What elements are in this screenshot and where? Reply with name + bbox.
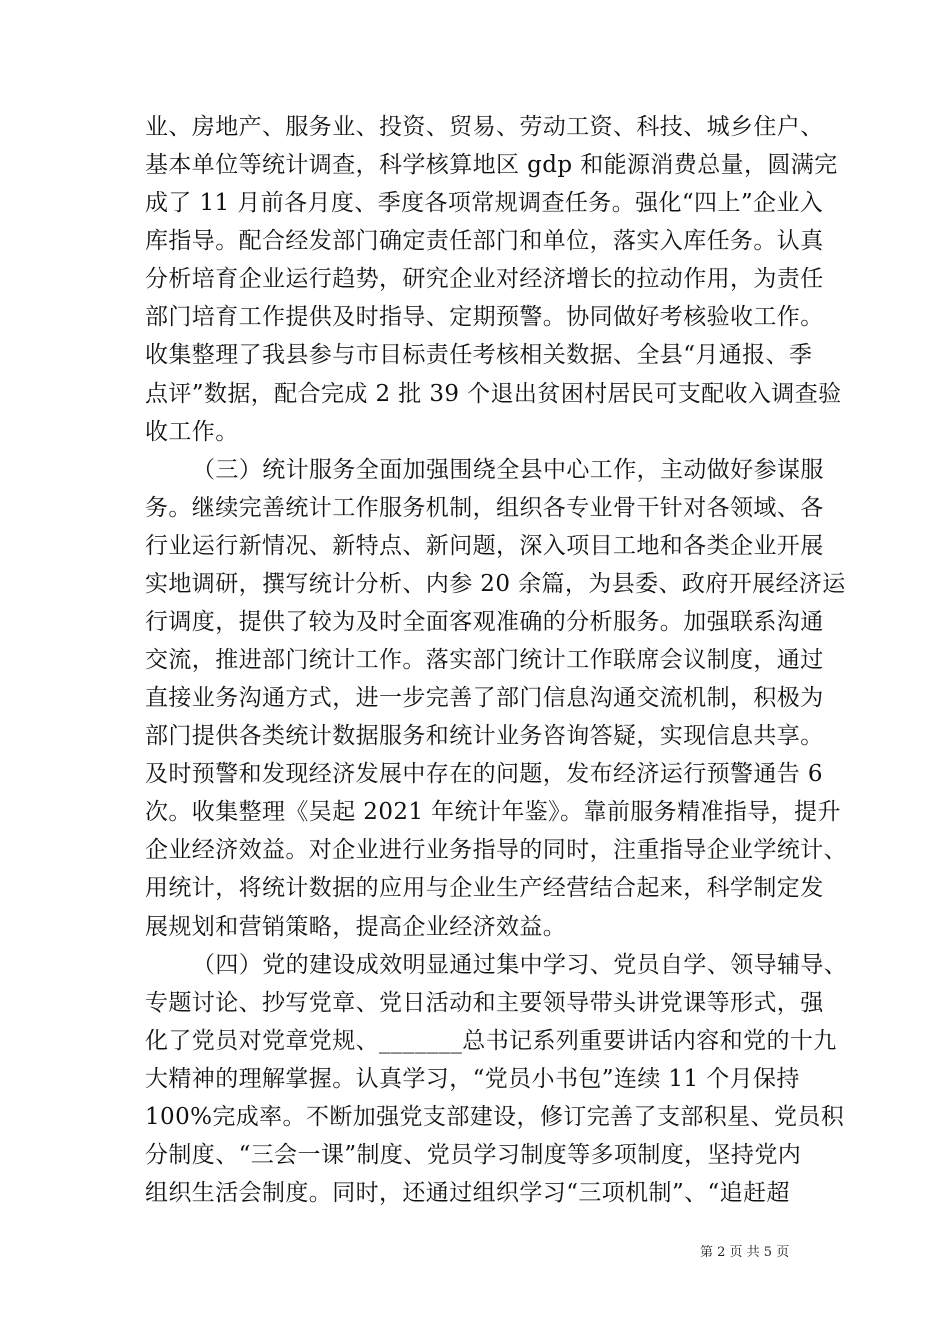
text-line: 分析培育企业运行趋势，研究企业对经济增长的拉动作用，为责任 — [145, 266, 824, 292]
text-line: 及时预警和发现经济发展中存在的问题，发布经济运行预警通告 6 — [145, 761, 823, 787]
text-line: 100%完成率。不断加强党支部建设，修订完善了支部积星、党员积 — [145, 1104, 845, 1130]
text-line: 企业经济效益。对企业进行业务指导的同时，注重指导企业学统计、 — [145, 837, 847, 863]
text-line: 收集整理了我县参与市目标责任考核相关数据、全县“月通报、季 — [145, 342, 813, 368]
text-line: 部门提供各类统计数据服务和统计业务咨询答疑，实现信息共享。 — [145, 723, 824, 749]
paragraph-heading-4: （四）党的建设成效明显通过集中学习、党员自学、领导辅导、 — [192, 952, 848, 978]
text-line: 行业运行新情况、新特点、新问题，深入项目工地和各类企业开展 — [145, 533, 824, 559]
text-line: 化了党员对党章党规、_______总书记系列重要讲话内容和党的十九 — [145, 1028, 837, 1054]
text-line: 组织生活会制度。同时，还通过组织学习“三项机制”、“追赶超 — [145, 1180, 790, 1206]
text-line: 行调度，提供了较为及时全面客观准确的分析服务。加强联系沟通 — [145, 609, 824, 635]
text-line: 务。继续完善统计工作服务机制，组织各专业骨干针对各领域、各 — [145, 495, 824, 521]
text-line: 基本单位等统计调查，科学核算地区 gdp 和能源消费总量，圆满完 — [145, 152, 838, 178]
text-line: 用统计，将统计数据的应用与企业生产经营结合起来，科学制定发 — [145, 875, 824, 901]
text-line: 专题讨论、抄写党章、党日活动和主要领导带头讲党课等形式，强 — [145, 990, 824, 1016]
text-line: 成了 11 月前各月度、季度各项常规调查任务。强化“四上”企业入 — [145, 190, 824, 216]
text-line: 点评”数据，配合完成 2 批 39 个退出贫困村居民可支配收入调查验 — [145, 381, 842, 407]
text-line: 库指导。配合经发部门确定责任部门和单位，落实入库任务。认真 — [145, 228, 824, 254]
text-line: 直接业务沟通方式，进一步完善了部门信息沟通交流机制，积极为 — [145, 685, 824, 711]
text-line: 分制度、“三会一课”制度、党员学习制度等多项制度，坚持党内 — [145, 1142, 802, 1168]
text-line: 次。收集整理《吴起 2021 年统计年鉴》。靠前服务精准指导，提升 — [145, 799, 841, 825]
text-line: 收工作。 — [145, 419, 239, 445]
text-line: 展规划和营销策略，提高企业经济效益。 — [145, 914, 567, 940]
text-line: 实地调研，撰写统计分析、内参 20 余篇，为县委、政府开展经济运 — [145, 571, 846, 597]
text-line: 业、房地产、服务业、投资、贸易、劳动工资、科技、城乡住户、 — [145, 114, 824, 140]
text-line: 交流，推进部门统计工作。落实部门统计工作联席会议制度，通过 — [145, 647, 824, 673]
text-line: 大精神的理解掌握。认真学习，“党员小书包”连续 11 个月保持 — [145, 1066, 800, 1092]
text-line: 部门培育工作提供及时指导、定期预警。协同做好考核验收工作。 — [145, 304, 824, 330]
paragraph-heading-3: （三）统计服务全面加强围绕全县中心工作，主动做好参谋服 — [192, 457, 824, 483]
page-number: 第 2 页 共 5 页 — [700, 1245, 790, 1260]
